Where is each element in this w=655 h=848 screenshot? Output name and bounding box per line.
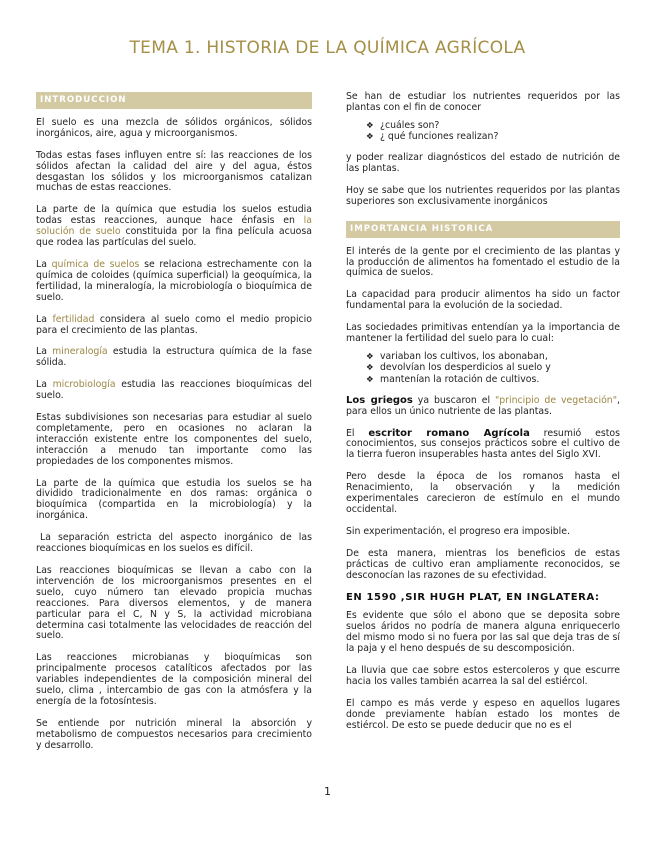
paragraph: El interés de la gente por el crecimiento de las plantas y la producción de alimentos ha fomentado el estudio de la química de suelos. <box>346 245 620 279</box>
bold-term: Los griegos <box>346 394 413 406</box>
text-run: La <box>36 379 53 391</box>
text-run: estudia las reacciones bioquímicas del suelo. <box>36 379 312 402</box>
paragraph <box>36 380 312 402</box>
paragraph <box>36 205 312 249</box>
paragraph: De esta manera, mientras los beneficios de estas prácticas de cultivo eran ampliamente reconocidos, se desconocían las razones de su efectividad. <box>346 547 620 581</box>
paragraph: Las sociedades primitivas entendían ya la importancia de mantener la fertilidad del suelo para lo cual: <box>346 322 620 345</box>
text-run: , para ellos un único nutriente de las plantas. <box>346 394 620 417</box>
section-heading-introduccion: INTRODUCCION <box>36 92 312 109</box>
bullet-list-practices <box>346 352 620 386</box>
list-item: ❖ mantenían la rotación de cultivos. <box>366 375 620 386</box>
highlighted-term: la solución de suelo <box>36 215 312 238</box>
bullet-list-questions <box>346 121 620 143</box>
text-run: ya buscaron el <box>412 394 495 406</box>
highlighted-term: fertilidad <box>52 313 95 325</box>
highlighted-term: "principio de vegetación" <box>494 394 618 406</box>
list-item: ❖ ¿ qué funciones realizan? <box>366 132 620 143</box>
text-run: se relaciona estrechamente con la química de coloides (química superficial) la geoquímica, la fertilidad, la mineralogía, la microbiología o bioquímica de suelo. <box>36 258 312 303</box>
paragraph: El campo es más verde y espeso en aquellos lugares donde previamente habían estado los montes de estiércol. De esto se puede deducir que no es el <box>346 697 620 731</box>
paragraph: Hoy se sabe que los nutrientes requeridos por las plantas superiores son exclusivamente inorgánicos <box>346 184 620 207</box>
paragraph: Estas subdivisiones son necesarias para estudiar al suelo completamente, pero en ocasiones no aclaran la interacción existente entre los componentes del suelo, interacción a menudo tan importante como las propiedades de los componentes mismos. <box>36 412 312 467</box>
text-run: estudia la estructura química de la fase sólida. <box>36 346 312 369</box>
highlighted-term: mineralogía <box>52 346 108 358</box>
left-column <box>36 92 312 763</box>
text-run: La <box>36 313 53 325</box>
paragraph: La lluvia que cae sobre estos estercoleros y que escurre hacia los valles también acarrea la sal del estiércol. <box>346 665 620 687</box>
paragraph: Sin experimentación, el progreso era imposible. <box>346 525 570 537</box>
right-column <box>346 92 620 743</box>
text-run: constituida por la fina película acuosa que rodea las partículas del suelo. <box>36 226 312 249</box>
text-run: El <box>346 427 369 439</box>
highlighted-term: microbiología <box>52 379 116 391</box>
paragraph <box>36 315 312 337</box>
paragraph: Las reacciones bioquímicas se llevan a cabo con la intervención de los microorganismos presentes en el suelo, cuyo número tan elevado propicia muchas reacciones. Para diversos elementos, y de manera particular para el C, N y S, la actividad microbiana determina casi totalmente las velocidades de reacción del suelo. <box>36 565 312 642</box>
bold-term: escritor romano Agrícola <box>368 427 530 439</box>
document-title: TEMA 1. HISTORIA DE LA QUÍMICA AGRÍCOLA <box>129 38 526 58</box>
text-run: considera al suelo como el medio propicio para el crecimiento de las plantas. <box>36 313 312 336</box>
paragraph: Todas estas fases influyen entre sí: las reacciones de los sólidos afectan la calidad del aire y del agua, éstos desgastan los sólidos y los microorganismos catalizan muchas de estas reacciones. <box>36 149 312 194</box>
paragraph <box>346 429 620 462</box>
paragraph: y poder realizar diagnósticos del estado de nutrición de las plantas. <box>346 152 620 175</box>
highlighted-term: química de suelos <box>51 258 140 270</box>
text-run: La <box>36 258 52 270</box>
paragraph: Es evidente que sólo el abono que se deposita sobre suelos áridos no podría de manera alguna enriquecerlo del mismo modo si no fuera por las sal que deja tras de sí la paja y el heno después de su descomposición. <box>346 610 620 655</box>
list-item: ❖ variaban los cultivos, los abonaban, <box>366 352 620 363</box>
paragraph: Se entiende por nutrición mineral la absorción y metabolismo de compuestos necesarios para crecimiento y desarrollo. <box>36 717 312 751</box>
paragraph: La parte de la química que estudia los suelos se ha dividido tradicionalmente en dos ramas: orgánica o bioquímica (compartida en la microbiología) y la inorgánica. <box>36 477 312 522</box>
text-run: resumió estos conocimientos, sus consejos prácticos sobre el cultivo de la tierra fueron insuperables hasta antes del Siglo XVI. <box>346 427 620 461</box>
section-heading-importancia-historica: IMPORTANCIA HISTORICA <box>346 221 620 238</box>
paragraph <box>346 396 620 418</box>
paragraph: Se han de estudiar los nutrientes requeridos por las plantas con el fin de conocer <box>346 91 620 113</box>
list-item: ❖ devolvían los desperdicios al suelo y <box>366 363 620 374</box>
paragraph: Las reacciones microbianas y bioquímicas son principalmente procesos catalíticos afectados por las variables independientes de la composición mineral del suelo, clima , intercambio de gas con la atmósfera y la energía de la fotosíntesis. <box>36 652 312 707</box>
paragraph <box>36 347 312 369</box>
paragraph: La separación estricta del aspecto inorgánico de las reacciones bioquímicas en los suelos es difícil. <box>36 532 312 555</box>
text-run: La parte de la química que estudia los suelos estudia todas estas reacciones, aunque hace énfasis en <box>36 204 312 227</box>
paragraph: Pero desde la época de los romanos hasta el Renacimiento, la observación y la medición experimentales carecieron de estímulo en el mundo occidental. <box>346 471 620 515</box>
section-heading-sir-hugh-plat: EN 1590 ,SIR HUGH PLAT, EN INGLATERA: <box>346 591 600 603</box>
paragraph: El suelo es una mezcla de sólidos orgánicos, sólidos inorgánicos, aire, agua y microorganismos. <box>36 116 312 139</box>
paragraph <box>36 260 312 304</box>
page-number: 1 <box>324 785 331 798</box>
paragraph: La capacidad para producir alimentos ha sido un factor fundamental para la evolución de la sociedad. <box>346 289 620 312</box>
list-item: ❖ ¿cuáles son? <box>366 121 620 132</box>
text-run: La <box>36 346 53 358</box>
